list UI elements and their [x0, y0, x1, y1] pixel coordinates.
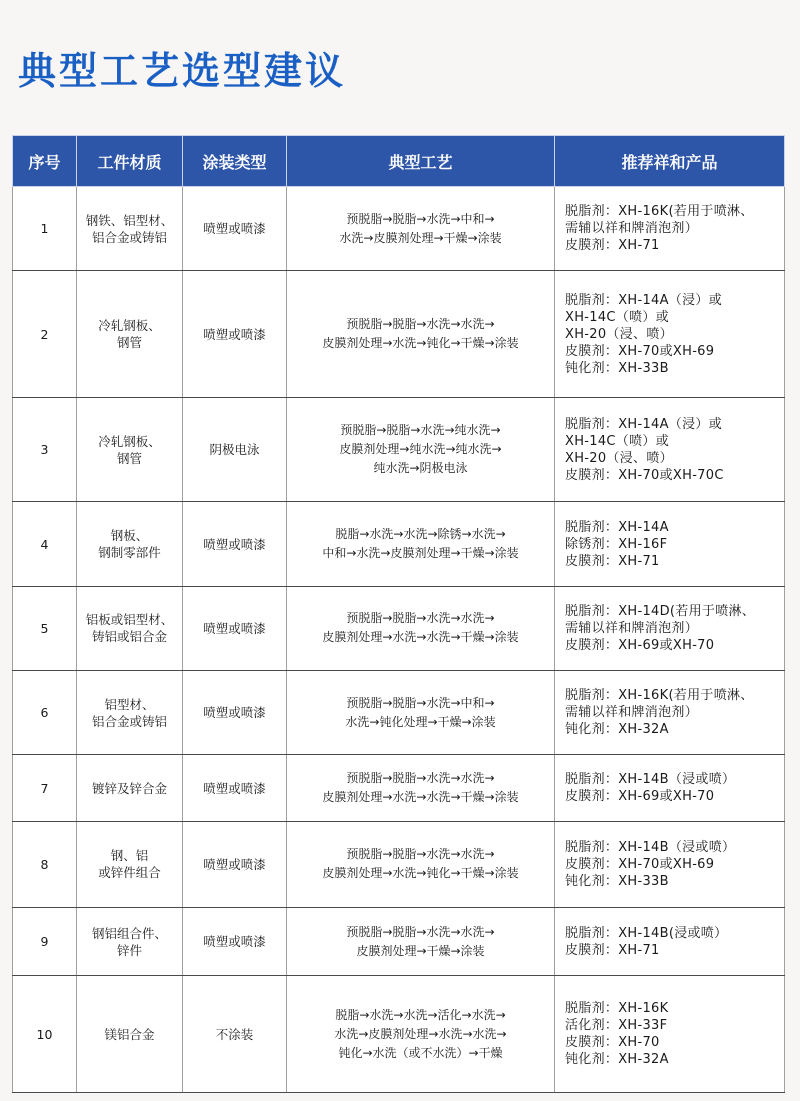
cell-process	[287, 187, 555, 271]
cell-process-line: 水洗→皮膜剂处理→干燥→涂装	[339, 230, 502, 245]
table-row	[13, 187, 785, 271]
cell-products-line: 钝化剂：XH-32A	[565, 1052, 669, 1068]
cell-coating: 阴极电泳	[183, 397, 287, 501]
cell-material	[77, 502, 183, 586]
cell-products-line: 皮膜剂：XH-69或XH-70	[565, 789, 715, 805]
cell-products-line: 钝化剂：XH-33B	[565, 360, 669, 376]
page-title: 典型工艺选型建议	[18, 49, 347, 93]
table-header-row	[13, 136, 785, 187]
cell-process-line: 脱脂→水洗→水洗→活化→水洗→	[335, 1007, 506, 1022]
cell-process	[287, 397, 555, 501]
cell-products-line: 脱脂剂：XH-16K(若用于喷淋、	[565, 688, 754, 704]
table-row	[13, 976, 785, 1093]
cell-process-line: 预脱脂→脱脂→水洗→中和→	[346, 211, 495, 226]
cell-products-line: 皮膜剂：XH-70	[565, 1035, 660, 1051]
cell-products	[555, 187, 785, 271]
process-table-container	[12, 135, 784, 1093]
cell-material	[77, 187, 183, 271]
cell-material	[77, 755, 183, 821]
cell-process-line: 预脱脂→脱脂→水洗→中和→	[346, 695, 495, 710]
table-row	[13, 755, 785, 821]
header-coating: 涂装类型	[183, 136, 287, 187]
cell-products-line: 脱脂剂：XH-16K	[565, 1001, 669, 1017]
cell-material-line: 或锌件组合	[98, 865, 161, 881]
cell-process-line: 皮膜剂处理→纯水洗→纯水洗→	[339, 442, 502, 457]
cell-products	[555, 586, 785, 670]
cell-coating: 喷塑或喷漆	[183, 671, 287, 755]
cell-process	[287, 908, 555, 976]
cell-coating: 喷塑或喷漆	[183, 908, 287, 976]
cell-no: 9	[13, 908, 77, 976]
cell-material-line: 镀锌及锌合金	[91, 780, 167, 796]
header-process: 典型工艺	[287, 136, 555, 187]
cell-products-line: 皮膜剂：XH-69或XH-70	[565, 637, 715, 653]
cell-process-line: 皮膜剂处理→水洗→水洗→干燥→涂装	[322, 630, 519, 645]
cell-products-line: XH-20（浸、喷）	[565, 450, 673, 466]
cell-products	[555, 976, 785, 1093]
cell-process-line: 预脱脂→脱脂→水洗→水洗→	[346, 611, 495, 626]
cell-material	[77, 821, 183, 907]
cell-products	[555, 755, 785, 821]
cell-material-line: 钢板、	[110, 528, 149, 544]
cell-products-line: 脱脂剂：XH-14A（浸）或	[565, 292, 723, 308]
cell-process-line: 预脱脂→脱脂→水洗→水洗→	[346, 771, 495, 786]
cell-material-line: 铝板或铝型材、	[85, 612, 174, 628]
cell-material	[77, 586, 183, 670]
cell-process	[287, 821, 555, 907]
cell-process-line: 中和→水洗→皮膜剂处理→干燥→涂装	[322, 546, 519, 561]
cell-material-line: 钢制零部件	[98, 545, 161, 561]
cell-process	[287, 755, 555, 821]
cell-process-line: 水洗→皮膜剂处理→水洗→水洗→	[334, 1026, 507, 1041]
cell-process-line: 预脱脂→脱脂→水洗→水洗→	[346, 924, 495, 939]
cell-products-line: 皮膜剂：XH-71	[565, 238, 660, 254]
cell-process	[287, 586, 555, 670]
cell-material	[77, 397, 183, 501]
table-row	[13, 671, 785, 755]
cell-products-line: 钝化剂：XH-32A	[565, 722, 669, 738]
cell-products-line: 需辅以祥和牌消泡剂）	[565, 620, 699, 636]
table-row	[13, 271, 785, 398]
cell-no: 10	[13, 976, 77, 1093]
cell-material-line: 铝型材、	[104, 696, 155, 712]
cell-products-line: 脱脂剂：XH-14A	[565, 519, 669, 535]
table-body	[13, 187, 785, 1093]
cell-products-line: 脱脂剂：XH-14D(若用于喷淋、	[565, 603, 756, 619]
cell-no: 1	[13, 187, 77, 271]
cell-no: 3	[13, 397, 77, 501]
cell-process	[287, 976, 555, 1093]
cell-material-line: 铝合金或铸铝	[91, 713, 167, 729]
cell-products-line: 皮膜剂：XH-71	[565, 553, 660, 569]
cell-material-line: 钢铁、铝型材、	[85, 212, 174, 228]
cell-products	[555, 271, 785, 398]
cell-material-line: 钢管	[116, 335, 142, 351]
cell-products-line: XH-14C（喷）或	[565, 309, 669, 325]
cell-products	[555, 397, 785, 501]
cell-material-line: 锌件	[116, 942, 142, 958]
cell-no: 2	[13, 271, 77, 398]
header-products: 推荐祥和产品	[555, 136, 785, 187]
cell-process-line: 钝化→水洗（或不水洗）→干燥	[338, 1045, 503, 1060]
cell-products-line: XH-14C（喷）或	[565, 433, 669, 449]
cell-process	[287, 271, 555, 398]
cell-products	[555, 671, 785, 755]
cell-products-line: 需辅以祥和牌消泡剂）	[565, 221, 699, 237]
cell-products-line: 皮膜剂：XH-70或XH-70C	[565, 467, 724, 483]
cell-no: 8	[13, 821, 77, 907]
cell-products-line: 皮膜剂：XH-70或XH-69	[565, 343, 715, 359]
cell-material-line: 铝合金或铸铝	[91, 229, 167, 245]
cell-process	[287, 671, 555, 755]
cell-products-line: 钝化剂：XH-33B	[565, 873, 669, 889]
cell-products-line: 活化剂：XH-33F	[565, 1018, 668, 1034]
header-material: 工件材质	[77, 136, 183, 187]
cell-material	[77, 976, 183, 1093]
cell-material-line: 镁铝合金	[104, 1026, 155, 1042]
cell-material-line: 冷轧钢板、	[98, 433, 161, 449]
cell-coating: 喷塑或喷漆	[183, 755, 287, 821]
cell-material-line: 钢铝组合件、	[91, 925, 167, 941]
cell-process-line: 脱脂→水洗→水洗→除锈→水洗→	[335, 527, 506, 542]
cell-material-line: 铸铝或铝合金	[91, 629, 167, 645]
table-row	[13, 586, 785, 670]
cell-products-line: 需辅以祥和牌消泡剂）	[565, 705, 699, 721]
cell-material-line: 钢管	[116, 450, 142, 466]
cell-process	[287, 502, 555, 586]
cell-no: 7	[13, 755, 77, 821]
cell-process-line: 预脱脂→脱脂→水洗→水洗→	[346, 847, 495, 862]
cell-process-line: 预脱脂→脱脂→水洗→水洗→	[346, 317, 495, 332]
cell-no: 4	[13, 502, 77, 586]
table-row	[13, 908, 785, 976]
process-table	[12, 135, 785, 1093]
cell-material	[77, 271, 183, 398]
cell-no: 6	[13, 671, 77, 755]
cell-products-line: 皮膜剂：XH-71	[565, 942, 660, 958]
header-no: 序号	[13, 136, 77, 187]
cell-products-line: 脱脂剂：XH-14B（浸或喷）	[565, 772, 736, 788]
cell-material-line: 钢、铝	[110, 848, 149, 864]
cell-products-line: 脱脂剂：XH-16K(若用于喷淋、	[565, 204, 754, 220]
cell-products-line: 脱脂剂：XH-14B(浸或喷）	[565, 925, 728, 941]
cell-coating: 喷塑或喷漆	[183, 271, 287, 398]
cell-products-line: XH-20（浸、喷）	[565, 326, 673, 342]
cell-coating: 喷塑或喷漆	[183, 187, 287, 271]
cell-coating: 喷塑或喷漆	[183, 586, 287, 670]
cell-no: 5	[13, 586, 77, 670]
cell-process-line: 皮膜剂处理→水洗→钝化→干燥→涂装	[322, 866, 519, 881]
cell-products-line: 皮膜剂：XH-70或XH-69	[565, 856, 715, 872]
cell-products-line: 脱脂剂：XH-14A（浸）或	[565, 416, 723, 432]
cell-material	[77, 908, 183, 976]
table-row	[13, 821, 785, 907]
cell-products	[555, 502, 785, 586]
cell-products-line: 脱脂剂：XH-14B（浸或喷）	[565, 839, 736, 855]
cell-process-line: 水洗→钝化处理→干燥→涂装	[345, 714, 496, 729]
cell-products	[555, 908, 785, 976]
cell-products	[555, 821, 785, 907]
cell-coating: 不涂装	[183, 976, 287, 1093]
cell-coating: 喷塑或喷漆	[183, 502, 287, 586]
cell-material-line: 冷轧钢板、	[98, 318, 161, 334]
cell-process-line: 纯水洗→阴极电泳	[373, 461, 468, 476]
cell-process-line: 预脱脂→脱脂→水洗→纯水洗→	[340, 423, 501, 438]
table-row	[13, 502, 785, 586]
table-row	[13, 397, 785, 501]
cell-material	[77, 671, 183, 755]
cell-process-line: 皮膜剂处理→水洗→水洗→干燥→涂装	[322, 790, 519, 805]
cell-products-line: 除锈剂：XH-16F	[565, 536, 668, 552]
cell-process-line: 皮膜剂处理→干燥→涂装	[356, 943, 485, 958]
cell-coating: 喷塑或喷漆	[183, 821, 287, 907]
cell-process-line: 皮膜剂处理→水洗→钝化→干燥→涂装	[322, 336, 519, 351]
